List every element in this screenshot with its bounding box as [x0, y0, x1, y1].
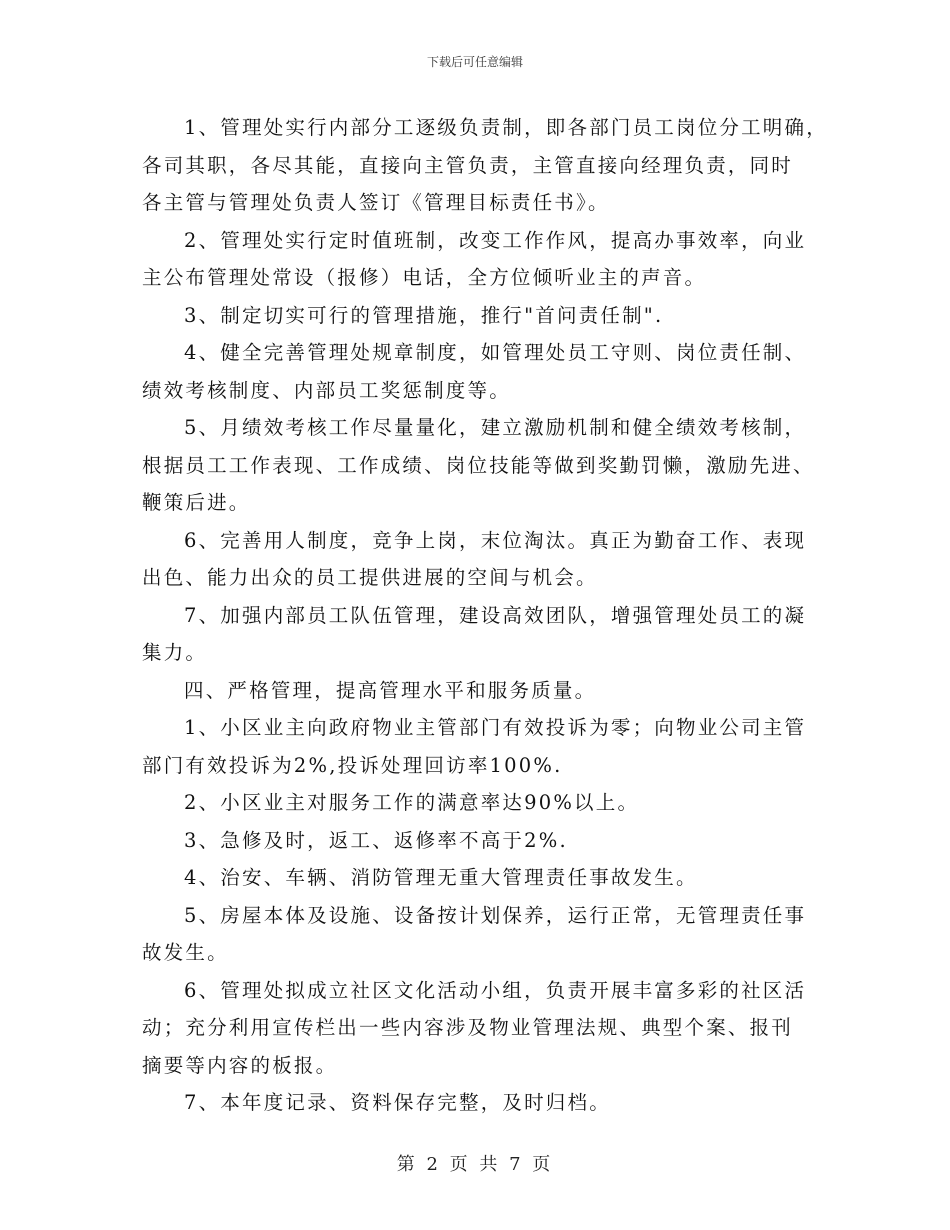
paragraph-line: 动；充分利用宣传栏出一些内容涉及物业管理法规、典型个案、报刊 [142, 1016, 794, 1039]
paragraph-line: 7、本年度记录、资料保存完整，及时归档。 [184, 1091, 611, 1114]
document-body [142, 109, 828, 1122]
paragraph-line: 各司其职，各尽其能，直接向主管负责，主管直接向经理负责，同时 [142, 153, 794, 177]
paragraph [142, 822, 812, 860]
paragraph [142, 222, 812, 297]
paragraph [142, 972, 812, 1085]
paragraph-line: 摘要等内容的板报。 [142, 1053, 338, 1077]
paragraph-line: 7、加强内部员工队伍管理，建设高效团队，增强管理处员工的凝 [184, 603, 807, 627]
paragraph-line: 各主管与管理处负责人签订《管理目标责任书》。 [142, 191, 610, 214]
paragraph [142, 109, 828, 222]
paragraph [142, 334, 812, 409]
paragraph [142, 409, 815, 522]
paragraph-line: 4、治安、车辆、消防管理无重大管理责任事故发生。 [184, 866, 698, 889]
paragraph-line: 1、小区业主向政府物业主管部门有效投诉为零；向物业公司主管 [184, 716, 807, 739]
paragraph [142, 784, 812, 822]
paragraph-line: 6、管理处拟成立社区文化活动小组，负责开展丰富多彩的社区活 [184, 978, 807, 1002]
paragraph-line: 3、急修及时，返工、返修率不高于2%. [184, 828, 568, 852]
paragraph-line: 绩效考核制度、内部员工奖惩制度等。 [142, 378, 511, 402]
paragraph [142, 297, 812, 335]
paragraph-line: 2、管理处实行定时值班制，改变工作作风，提高办事效率，向业 [184, 228, 807, 252]
page-number-footer: 第 2 页 共 7 页 [396, 1154, 554, 1175]
paragraph [142, 672, 812, 710]
paragraph-line: 鞭策后进。 [142, 491, 251, 514]
paragraph-line: 主公布管理处常设（报修）电话，全方位倾听业主的声音。 [142, 266, 707, 289]
paragraph [142, 859, 812, 897]
paragraph [142, 597, 812, 672]
paragraph-line: 部门有效投诉为2%,投诉处理回访率100%. [142, 753, 563, 777]
paragraph-line: 根据员工工作表现、工作成绩、岗位技能等做到奖勤罚懒，激励先进、 [142, 453, 815, 477]
paragraph-line: 1、管理处实行内部分工逐级负责制，即各部门员工岗位分工明确， [184, 116, 828, 139]
paragraph-line: 集力。 [142, 641, 208, 664]
paragraph-line: 3、制定切实可行的管理措施，推行"首问责任制". [184, 303, 664, 327]
paragraph-line: 出色、能力出众的员工提供进展的空间与机会。 [142, 566, 598, 589]
paragraph [142, 522, 812, 597]
paragraph-line: 6、完善用人制度，竞争上岗，末位淘汰。真正为勤奋工作、表现 [184, 528, 807, 552]
paragraph-line: 四、严格管理，提高管理水平和服务质量。 [184, 678, 597, 702]
paragraph-line: 5、月绩效考核工作尽量量化，建立激励机制和健全绩效考核制， [184, 416, 807, 439]
paragraph [142, 897, 812, 972]
paragraph [142, 709, 812, 784]
paragraph-line: 5、房屋本体及设施、设备按计划保养，运行正常，无管理责任事 [184, 903, 807, 927]
paragraph [142, 1084, 812, 1122]
paragraph-line: 故发生。 [142, 941, 229, 964]
paragraph-line: 4、健全完善管理处规章制度，如管理处员工守则、岗位责任制、 [184, 341, 807, 364]
page-header-note: 下载后可任意编辑 [426, 55, 523, 69]
paragraph-line: 2、小区业主对服务工作的满意率达90%以上。 [184, 791, 640, 814]
